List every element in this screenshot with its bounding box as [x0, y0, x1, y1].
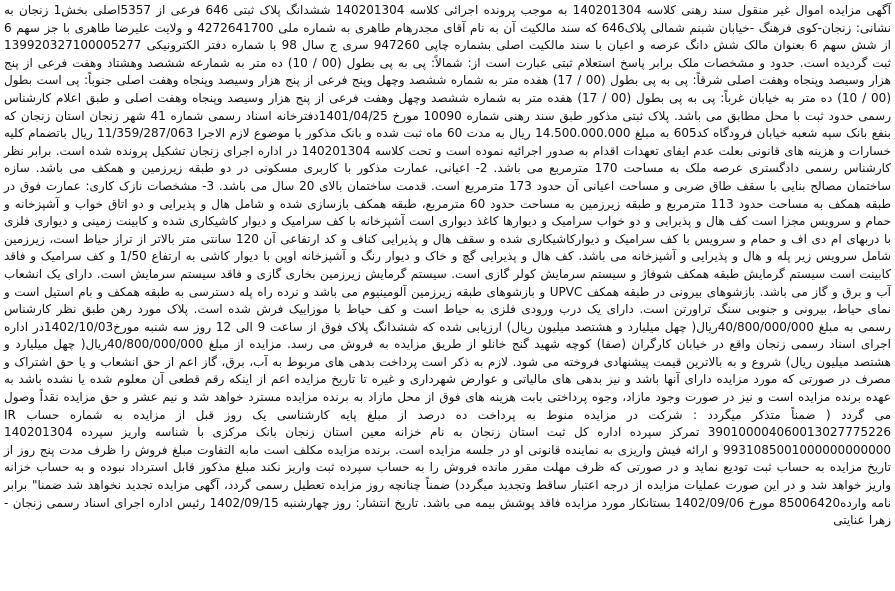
auction-notice-text: آگهی مزایده اموال غیر منقول سند رهنی کلاسه 140201304 به موجب پرونده اجرائی کلاسه 140201304 ششدانگ پلاک ثبتی 646 فرعی از 5357اصلی بخش1 زنجان به نشانی: زنجان-کوی فرهنگ -خیابان شبنم شمالی پلاک646 که سند مالکیت آن به نام آقای مجدرهام طاهری به شماره ملی 4272641700 و ولایت علیرضا طاهری با جز سهم 6 از شش سهم 6 بعنوان مالک شش دانگ عرصه و اعیان با سند مالکیت اصلی بشماره چاپی 947260 سری ج سال 98 با شماره دفتر الکترونیکی 139920327100005277 ثبت گردیده است. حدود و مشخصات ملک برابر پاسخ استعلام ثبتی عبارت است از: شمالاً: پی به پی بطول (00 / 10) ده متر به شمارعه ششصد وهشتاد وهفت فرعی از پنج هزار وسیصد وپنجاه وهفت اصلی شرقاً: پی به پی بطول (00 / 17) هفده متر به شماره ششصد وچهل وپنج فرعی از پنج هزار وسیصد وپنجاه وهفت اصلی جنوباً: پی است بطول (00 / 10) ده متر به خیابان غرباً: پی به پی بطول (00 / 17) هفده متر به شماره ششصد وچهل وهفت فرعی از پنج هزار وسیصد وپنجاه وهفت اصلی و طبق اعلام کارشناس رسمی حدود ثبت با محل مطابق می باشد. پلاک ثبتی مذکور طبق سند رهنی شماره 10090 مورخ 1401/04/25دفترخانه اسناد رسمی شماره 41 شهر زنجان استان زنجان که بنفع بانک سپه شعبه خیابان فرودگاه کد605 به مبلغ 14.500.000.000 ریال به مدت 60 ماه ثبت شده و بانک مذکور با موضوع لازم الاجرا 11/359/287/063 ریال باتضمام کلیه خسارات و هزینه های قانونی بعلت عدم ایفای تعهدات اقدام به صدور اجرائیه نموده است و تحت کلاسه 140201304 در اداره اجرای زنجان تشکیل پرونده شده است. برابر نظر کارشناس رسمی دادگستری عرصه ملک به مساحت 170 مترمربع می باشد. 2- اعیانی، عمارت مذکور با کاربری مسکونی در دو طبقه زیرزمین و همکف می باشد. سازه ساختمان مصالح بنایی با سقف طاق ضربی و مساحت اعیانی آن حدود 173 مترمربع است. قدمت ساختمان بالای 20 سال می باشد. 3- مشخصات نازک کاری: عمارت فوق در طبقه همکف به مساحت حدود 113 مترمربع و طبقه زیرزمین به مساحت حدود 60 مترمربع، طبقه همکف بازسازی شده و شامل هال و پذیرایی و دو اتاق خواب و آشپزخانه و حمام و سرویس مجزا است کف هال و پذیرایی و دو خواب سرامیک و دیوارها کاغذ دیواری است آشپزخانه با کف سرامیک و دیوار کاشیکاری شده و کابینت زمینی و دیواری فلزی با دربهای ام دی اف و حمام و سرویس با کف سرامیک و دیوارکاشیکاری شده و سقف هال و پذیرایی کناف و کد ارتفاعی آن 120 سانتی متر بالاتر از تراز حیاط است، زیرزمین شامل سرویس زیر پله و هال و پذیرایی و آشپزخانه می باشد. کف هال و پذیرایی گچ و خاک و دیوار رنگ و آشپزخانه اوپن با دیوار کاشی به ارتفاع 1/50 و کف سرامیک و فاقد کابینت است سیستم گرمایش طبقه همکف شوفاژ و سیستم سرمایش کولر گازی است. سیستم گرمایش زیرزمین بخاری گازی و فاقد سیستم سرمایش است. دارای یک انشعاب آب و برق و گاز می باشد. بازشوهای بیرونی در طبقه همکف UPVC و بازشوهای طبقه زیرزمین آلومینیوم می باشد و نرده راه پله دسترسی به طبقه همکف و بام استیل است و نمای حیاط، بیرونی و جنوبی سنگ تراورتن است. دارای یک درب ورودی فلزی به حیاط است و کف حیاط با موزاییک فرش شده است. پلاک مورد رهن طبق نظر کارشناس رسمی به مبلغ 40/800/000/000ریال( چهل میلیارد و هشتصد میلیون ریال) ارزیابی شده که ششدانگ پلاک فوق از ساعت 9 الی 12 روز سه شنبه مورخ1402/10/03در اداره اجرای اسناد رسمی زنجان واقع در خیابان کارگران (صفا) کوچه شهید گنج خانلو از طریق مزایده به فروش می رسد. مزایده از مبلغ 40/800/000/000ریال( چهل میلیارد و هشتصد میلیون ریال) شروع و به بالاترین قیمت پیشنهادی فروخته می شود. لازم به ذکر است پرداخت بدهی های مربوط به آب، برق، گاز اعم از حق انشعاب و یا حق اشتراک و مصرف در صورتی که مورد مزایده دارای آنها باشد و نیز بدهی های مالیاتی و عوارض شهرداری و غیره تا تاریخ مزایده اعم از اینکه رقم قطعی آن معلوم شده یا نشده باشد به عهده برنده مزایده است و نیز در صورت وجود مازاد، وجوه پرداختی بابت هزینه های فوق از محل مازاد به برنده مزایده مسترد خواهد شد و نیم عشر و حق مزایده نقداً وصول می گردد ( ضمناً متذکر میگردد : شرکت در مزایده منوط به پرداخت ده درصد از مبلغ پایه کارشناسی یک روز قبل از مزایده به شماره حساب IR 390100004060013027775226 تمرکز سپرده اداره کل ثبت استان زنجان به نام خزانه معین استان زنجان بانک مرکزی با شناسه واریز سپرده 140201304 9931085001000000000000 و ارائه فیش واریزی به نماینده قانونی او در جلسه مزایده است. برنده مزایده مکلف است مابه التفاوت مبلغ فروش را ظرف مدت پنج روز از تاریخ مزایده به حساب ثبت تودیع نماید و در صورتی که ظرف مهلت مقرر مانده فروش را به حساب سپرده ثبت واریز نکند مبلغ مذکور قابل استرداد نبوده و به حساب خزانه واریز خواهد شد و در این صورت عملیات مزایده از درجه اعتبار ساقط وتجدید میگردد) ضمناً چنانچه روز مزایده تعطیل رسمی گردد، آگهی مزایده تجدید نخواهد شد ضمنا" برابر نامه وارده85006420 مورخ 1402/09/06 بستانکار مورد مزایده فاقد پوشش بیمه می باشد. تاریخ انتشار: روز چهارشنبه 1402/09/15 رئیس اداره اجرای اسناد رسمی زنجان - زهرا عنایتی — [4, 3, 892, 528]
